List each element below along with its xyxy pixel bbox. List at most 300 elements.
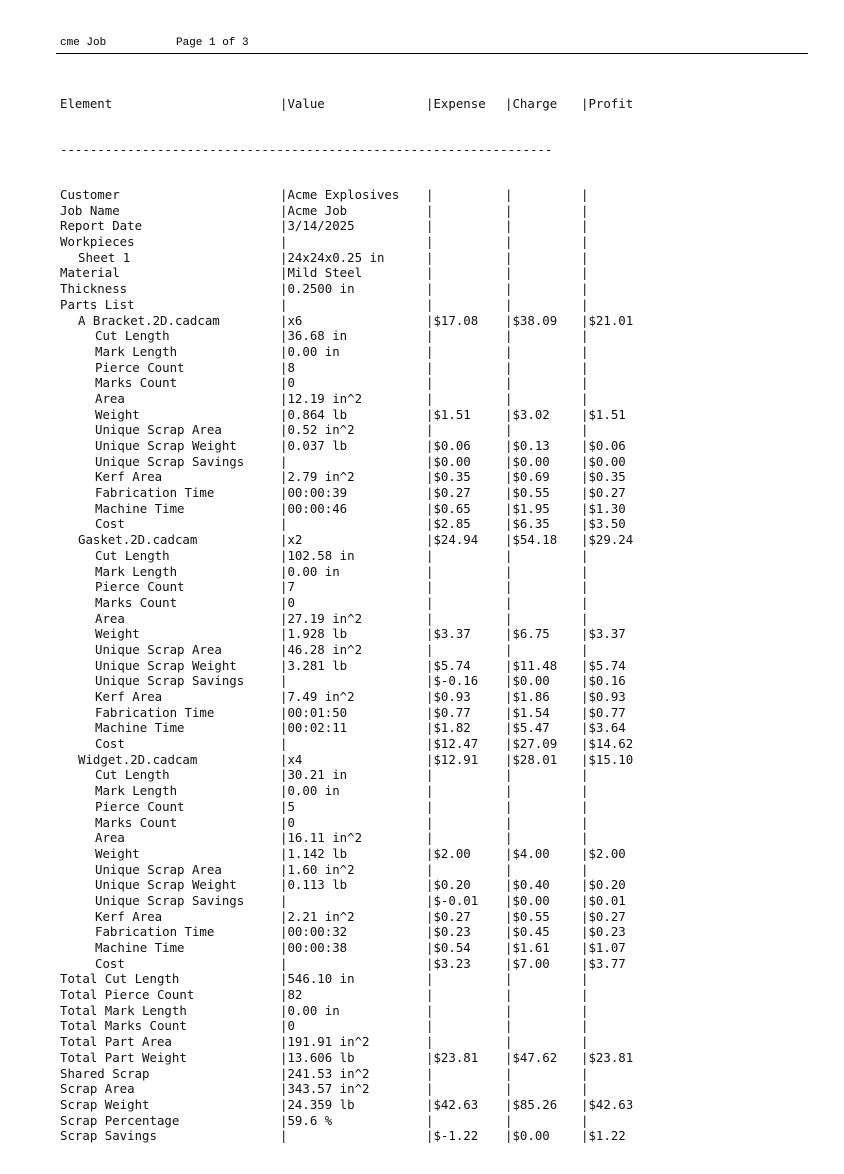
table-row xyxy=(60,658,650,674)
column-separator: ------------------------------------------------------------------ xyxy=(60,142,553,157)
cell-profit: |$29.24 xyxy=(581,532,634,548)
cell-expense: | xyxy=(426,971,434,987)
cell-expense: |$23.81 xyxy=(426,1049,479,1065)
cell-charge: |$1.86 xyxy=(505,689,550,704)
report-table xyxy=(60,66,650,1174)
cell-expense: | xyxy=(426,987,434,1003)
cell-charge: | xyxy=(505,563,513,579)
cell-value: |191.91 in^2 xyxy=(280,1034,370,1050)
cell-profit: |$3.50 xyxy=(581,516,626,532)
header-rule xyxy=(56,53,808,54)
cell-expense: | xyxy=(426,343,434,359)
cell-value: | xyxy=(280,516,288,532)
cell-element: Unique Scrap Area xyxy=(95,861,222,877)
cell-charge: | xyxy=(505,359,513,375)
cell-profit: | xyxy=(581,1081,589,1097)
cell-element: Gasket.2D.cadcam xyxy=(78,532,198,548)
cell-element: Area xyxy=(95,610,125,626)
cell-expense: |$1.82 xyxy=(426,720,471,736)
cell-element: Scrap Percentage xyxy=(60,1112,180,1128)
cell-expense: | xyxy=(426,830,434,846)
cell-profit: | xyxy=(581,202,589,218)
cell-profit: |$42.63 xyxy=(581,1096,634,1112)
cell-element: Customer xyxy=(60,187,120,202)
cell-value: |00:00:46 xyxy=(280,500,348,516)
table-row xyxy=(60,720,650,736)
cell-expense: |$17.08 xyxy=(426,312,479,328)
cell-charge: | xyxy=(505,1034,513,1050)
cell-charge: | xyxy=(505,265,513,281)
cell-expense: | xyxy=(426,359,434,375)
job-title: cme Job xyxy=(60,37,107,49)
cell-value: |27.19 in^2 xyxy=(280,610,363,626)
cell-profit: |$14.62 xyxy=(581,736,634,752)
cell-profit: | xyxy=(581,1112,589,1128)
cell-profit: |$5.74 xyxy=(581,657,626,673)
cell-profit: | xyxy=(581,814,589,830)
table-row xyxy=(60,862,650,878)
table-row xyxy=(60,218,650,234)
cell-value: |x6 xyxy=(280,312,303,328)
cell-charge: |$0.00 xyxy=(505,453,550,469)
cell-profit: | xyxy=(581,547,589,563)
cell-profit: |$0.27 xyxy=(581,485,626,501)
cell-charge: | xyxy=(505,971,513,987)
column-header-profit: |Profit xyxy=(581,96,634,111)
cell-profit: |$0.16 xyxy=(581,673,626,689)
cell-value: |24.359 lb xyxy=(280,1096,355,1112)
page-header xyxy=(60,37,249,49)
cell-profit: | xyxy=(581,296,589,312)
cell-charge: |$0.00 xyxy=(505,892,550,908)
cell-charge: |$1.61 xyxy=(505,940,550,955)
cell-profit: | xyxy=(581,1034,589,1050)
cell-value: |0 xyxy=(280,375,295,391)
cell-charge: |$0.13 xyxy=(505,438,550,453)
cell-value: |24x24x0.25 in xyxy=(280,249,385,265)
cell-charge: | xyxy=(505,798,513,814)
cell-value: |Acme Explosives xyxy=(280,187,400,202)
cell-value: |46.28 in^2 xyxy=(280,641,363,657)
cell-expense: | xyxy=(426,296,434,312)
cell-value: |0 xyxy=(280,814,295,830)
cell-expense: |$0.27 xyxy=(426,485,471,501)
cell-value: |59.6 % xyxy=(280,1112,333,1128)
cell-element: Cut Length xyxy=(95,767,170,783)
cell-element: Area xyxy=(95,830,125,846)
table-row xyxy=(60,501,650,517)
cell-charge: | xyxy=(505,594,513,610)
cell-element: Machine Time xyxy=(95,720,185,736)
table-row xyxy=(60,375,650,391)
table-row xyxy=(60,626,650,642)
cell-element: Machine Time xyxy=(95,940,185,955)
cell-charge: |$6.75 xyxy=(505,626,550,642)
cell-expense: | xyxy=(426,375,434,391)
cell-profit: | xyxy=(581,234,589,250)
cell-value: | xyxy=(280,892,288,908)
cell-charge: | xyxy=(505,343,513,359)
table-row xyxy=(60,1003,650,1019)
cell-element: Workpieces xyxy=(60,234,135,250)
cell-profit: |$3.37 xyxy=(581,626,626,642)
cell-element: Pierce Count xyxy=(95,359,185,375)
table-row xyxy=(60,673,650,689)
cell-charge: | xyxy=(505,767,513,783)
table-row xyxy=(60,815,650,831)
cell-expense: |$1.51 xyxy=(426,406,471,422)
table-row xyxy=(60,250,650,266)
table-row xyxy=(60,767,650,783)
cell-element: A Bracket.2D.cadcam xyxy=(78,312,220,328)
cell-element: Scrap Savings xyxy=(60,1128,157,1144)
cell-profit: | xyxy=(581,594,589,610)
table-row xyxy=(60,705,650,721)
table-row xyxy=(60,516,650,532)
cell-charge: | xyxy=(505,861,513,877)
cell-charge: | xyxy=(505,249,513,265)
cell-value: |12.19 in^2 xyxy=(280,390,363,406)
cell-profit: | xyxy=(581,783,589,799)
table-row xyxy=(60,1128,650,1144)
cell-element: Cost xyxy=(95,955,125,971)
cell-value: |0.52 in^2 xyxy=(280,422,355,438)
cell-charge: | xyxy=(505,234,513,250)
cell-value: |1.142 lb xyxy=(280,845,348,861)
cell-value: |1.60 in^2 xyxy=(280,861,355,877)
cell-charge: |$0.40 xyxy=(505,877,550,893)
cell-charge: |$3.02 xyxy=(505,406,550,422)
cell-element: Parts List xyxy=(60,296,135,312)
table-row xyxy=(60,203,650,219)
cell-value: | xyxy=(280,453,288,469)
cell-element: Widget.2D.cadcam xyxy=(78,751,198,767)
cell-element: Total Pierce Count xyxy=(60,987,195,1003)
cell-value: |0.00 in xyxy=(280,343,340,359)
cell-charge: | xyxy=(505,218,513,234)
cell-element: Unique Scrap Area xyxy=(95,641,222,657)
cell-expense: |$2.85 xyxy=(426,516,471,532)
table-row xyxy=(60,234,650,250)
cell-value: |0 xyxy=(280,594,295,610)
table-row xyxy=(60,1034,650,1050)
cell-profit: | xyxy=(581,422,589,438)
cell-profit: | xyxy=(581,767,589,783)
cell-charge: |$7.00 xyxy=(505,955,550,971)
page-number: Page 1 of 3 xyxy=(176,37,249,49)
cell-value: |1.928 lb xyxy=(280,626,348,642)
cell-profit: | xyxy=(581,579,589,595)
table-row xyxy=(60,548,650,564)
cell-profit: | xyxy=(581,328,589,344)
table-row xyxy=(60,297,650,313)
cell-profit: | xyxy=(581,861,589,877)
table-row xyxy=(60,877,650,893)
table-row xyxy=(60,783,650,799)
table-row xyxy=(60,407,650,423)
cell-element: Cost xyxy=(95,736,125,752)
cell-expense: | xyxy=(426,249,434,265)
cell-element: Kerf Area xyxy=(95,689,163,704)
cell-expense: | xyxy=(426,202,434,218)
cell-expense: | xyxy=(426,1018,434,1034)
cell-element: Shared Scrap xyxy=(60,1065,150,1081)
cell-value: | xyxy=(280,296,288,312)
cell-element: Total Part Weight xyxy=(60,1049,187,1065)
cell-element: Fabrication Time xyxy=(95,924,215,940)
table-row xyxy=(60,313,650,329)
cell-profit: | xyxy=(581,971,589,987)
cell-element: Machine Time xyxy=(95,500,185,516)
column-header-expense: |Expense xyxy=(426,96,486,111)
cell-element: Weight xyxy=(95,626,140,642)
cell-value: |2.79 in^2 xyxy=(280,469,355,485)
table-row xyxy=(60,830,650,846)
cell-value: |Mild Steel xyxy=(280,265,363,281)
cell-element: Marks Count xyxy=(95,814,178,830)
cell-charge: | xyxy=(505,579,513,595)
cell-expense: | xyxy=(426,767,434,783)
cell-element: Unique Scrap Savings xyxy=(95,673,245,689)
cell-element: Marks Count xyxy=(95,375,178,391)
cell-value: |0 xyxy=(280,1018,295,1034)
table-row xyxy=(60,940,650,956)
table-row xyxy=(60,454,650,470)
cell-element: Unique Scrap Savings xyxy=(95,892,245,908)
cell-expense: |$0.35 xyxy=(426,469,471,485)
cell-value: |3/14/2025 xyxy=(280,218,355,234)
cell-expense: |$-0.01 xyxy=(426,892,479,908)
cell-expense: |$0.93 xyxy=(426,689,471,704)
cell-charge: | xyxy=(505,1018,513,1034)
cell-charge: | xyxy=(505,610,513,626)
cell-value: |00:00:32 xyxy=(280,924,348,940)
cell-charge: |$0.55 xyxy=(505,485,550,501)
column-header-charge: |Charge xyxy=(505,96,558,111)
cell-profit: |$0.93 xyxy=(581,689,626,704)
cell-charge: |$11.48 xyxy=(505,657,558,673)
cell-profit: | xyxy=(581,798,589,814)
cell-value: |0.00 in xyxy=(280,783,340,799)
cell-charge: | xyxy=(505,547,513,563)
cell-element: Unique Scrap Savings xyxy=(95,453,245,469)
cell-value: |8 xyxy=(280,359,295,375)
column-header-element: Element xyxy=(60,96,113,111)
cell-element: Mark Length xyxy=(95,343,178,359)
cell-expense: | xyxy=(426,579,434,595)
cell-charge: |$38.09 xyxy=(505,312,558,328)
cell-expense: |$3.23 xyxy=(426,955,471,971)
cell-expense: |$2.00 xyxy=(426,845,471,861)
cell-expense: | xyxy=(426,798,434,814)
cell-expense: | xyxy=(426,281,434,297)
table-row xyxy=(60,1066,650,1082)
cell-charge: |$27.09 xyxy=(505,736,558,752)
cell-profit: |$23.81 xyxy=(581,1049,634,1065)
table-row xyxy=(60,391,650,407)
cell-expense: | xyxy=(426,328,434,344)
cell-charge: | xyxy=(505,202,513,218)
table-row xyxy=(60,752,650,768)
cell-charge: |$47.62 xyxy=(505,1049,558,1065)
cell-profit: | xyxy=(581,1002,589,1018)
table-row xyxy=(60,956,650,972)
cell-element: Unique Scrap Weight xyxy=(95,438,237,453)
cell-expense: |$3.37 xyxy=(426,626,471,642)
cell-value: |x4 xyxy=(280,751,303,767)
cell-profit: | xyxy=(581,987,589,1003)
cell-element: Unique Scrap Weight xyxy=(95,657,237,673)
cell-expense: |$0.23 xyxy=(426,924,471,940)
cell-profit: | xyxy=(581,1018,589,1034)
table-row xyxy=(60,1097,650,1113)
cell-expense: |$42.63 xyxy=(426,1096,479,1112)
cell-element: Unique Scrap Area xyxy=(95,422,222,438)
cell-value: |x2 xyxy=(280,532,303,548)
cell-element: Marks Count xyxy=(95,594,178,610)
cell-profit: |$0.06 xyxy=(581,438,626,453)
cell-profit: | xyxy=(581,249,589,265)
cell-element: Weight xyxy=(95,406,140,422)
cell-charge: |$0.45 xyxy=(505,924,550,940)
cell-charge: |$0.00 xyxy=(505,673,550,689)
cell-element: Weight xyxy=(95,845,140,861)
cell-profit: | xyxy=(581,187,589,202)
cell-element: Fabrication Time xyxy=(95,485,215,501)
table-row xyxy=(60,611,650,627)
table-row xyxy=(60,422,650,438)
cell-expense: | xyxy=(426,1081,434,1097)
table-row xyxy=(60,799,650,815)
cell-expense: | xyxy=(426,641,434,657)
cell-value: | xyxy=(280,736,288,752)
cell-expense: | xyxy=(426,218,434,234)
cell-profit: |$0.27 xyxy=(581,908,626,924)
cell-charge: |$0.55 xyxy=(505,908,550,924)
cell-element: Mark Length xyxy=(95,783,178,799)
table-row xyxy=(60,438,650,454)
cell-charge: |$1.95 xyxy=(505,500,550,516)
cell-expense: |$5.74 xyxy=(426,657,471,673)
cell-element: Job Name xyxy=(60,202,120,218)
cell-value: |13.606 lb xyxy=(280,1049,355,1065)
table-row xyxy=(60,1081,650,1097)
table-row xyxy=(60,579,650,595)
cell-charge: | xyxy=(505,422,513,438)
cell-value: | xyxy=(280,673,288,689)
cell-value: |0.037 lb xyxy=(280,438,348,453)
cell-profit: |$1.30 xyxy=(581,500,626,516)
cell-element: Kerf Area xyxy=(95,469,163,485)
cell-expense: | xyxy=(426,783,434,799)
cell-profit: |$0.01 xyxy=(581,892,626,908)
cell-value: |00:00:39 xyxy=(280,485,348,501)
cell-profit: | xyxy=(581,641,589,657)
cell-charge: | xyxy=(505,1112,513,1128)
cell-expense: |$0.00 xyxy=(426,453,471,469)
cell-profit: |$1.51 xyxy=(581,406,626,422)
cell-profit: | xyxy=(581,218,589,234)
cell-value: |82 xyxy=(280,987,303,1003)
cell-charge: | xyxy=(505,814,513,830)
cell-element: Pierce Count xyxy=(95,798,185,814)
cell-charge: |$0.69 xyxy=(505,469,550,485)
table-row xyxy=(60,924,650,940)
cell-charge: |$5.47 xyxy=(505,720,550,736)
table-row xyxy=(60,595,650,611)
cell-charge: |$54.18 xyxy=(505,532,558,548)
table-row xyxy=(60,987,650,1003)
cell-expense: |$0.54 xyxy=(426,940,471,955)
cell-expense: |$-0.16 xyxy=(426,673,479,689)
cell-element: Material xyxy=(60,265,120,281)
table-row xyxy=(60,689,650,705)
cell-profit: | xyxy=(581,610,589,626)
table-row xyxy=(60,532,650,548)
cell-expense: | xyxy=(426,1002,434,1018)
cell-charge: |$85.26 xyxy=(505,1096,558,1112)
cell-value: |7.49 in^2 xyxy=(280,689,355,704)
cell-value: |Acme Job xyxy=(280,202,348,218)
cell-profit: |$3.77 xyxy=(581,955,626,971)
cell-expense: | xyxy=(426,265,434,281)
cell-charge: | xyxy=(505,281,513,297)
cell-charge: | xyxy=(505,1081,513,1097)
cell-charge: | xyxy=(505,830,513,846)
cell-expense: |$0.20 xyxy=(426,877,471,893)
cell-element: Unique Scrap Weight xyxy=(95,877,237,893)
cell-profit: |$0.00 xyxy=(581,453,626,469)
cell-element: Mark Length xyxy=(95,563,178,579)
cell-element: Fabrication Time xyxy=(95,704,215,720)
cell-expense: |$0.65 xyxy=(426,500,471,516)
cell-value: |36.68 in xyxy=(280,328,348,344)
cell-charge: | xyxy=(505,783,513,799)
cell-value: |546.10 in xyxy=(280,971,355,987)
column-header-value: |Value xyxy=(280,96,325,111)
cell-profit: |$1.07 xyxy=(581,940,626,955)
table-row xyxy=(60,469,650,485)
cell-charge: | xyxy=(505,296,513,312)
cell-profit: |$21.01 xyxy=(581,312,634,328)
cell-charge: |$28.01 xyxy=(505,751,558,767)
cell-profit: |$3.64 xyxy=(581,720,626,736)
cell-profit: |$1.22 xyxy=(581,1128,626,1144)
cell-charge: |$0.00 xyxy=(505,1128,550,1144)
cell-expense: |$24.94 xyxy=(426,532,479,548)
cell-profit: | xyxy=(581,563,589,579)
cell-profit: |$0.77 xyxy=(581,704,626,720)
cell-value: |00:00:38 xyxy=(280,940,348,955)
cell-profit: | xyxy=(581,390,589,406)
table-row xyxy=(60,187,650,203)
cell-element: Total Cut Length xyxy=(60,971,180,987)
cell-element: Cost xyxy=(95,516,125,532)
cell-element: Scrap Weight xyxy=(60,1096,150,1112)
table-row xyxy=(60,1018,650,1034)
cell-charge: | xyxy=(505,987,513,1003)
cell-value: |0.864 lb xyxy=(280,406,348,422)
cell-element: Report Date xyxy=(60,218,143,234)
table-row xyxy=(60,971,650,987)
cell-value: |343.57 in^2 xyxy=(280,1081,370,1097)
cell-value: |2.21 in^2 xyxy=(280,908,355,924)
cell-element: Total Mark Length xyxy=(60,1002,187,1018)
cell-charge: | xyxy=(505,390,513,406)
cell-charge: | xyxy=(505,641,513,657)
cell-profit: | xyxy=(581,343,589,359)
cell-profit: | xyxy=(581,830,589,846)
